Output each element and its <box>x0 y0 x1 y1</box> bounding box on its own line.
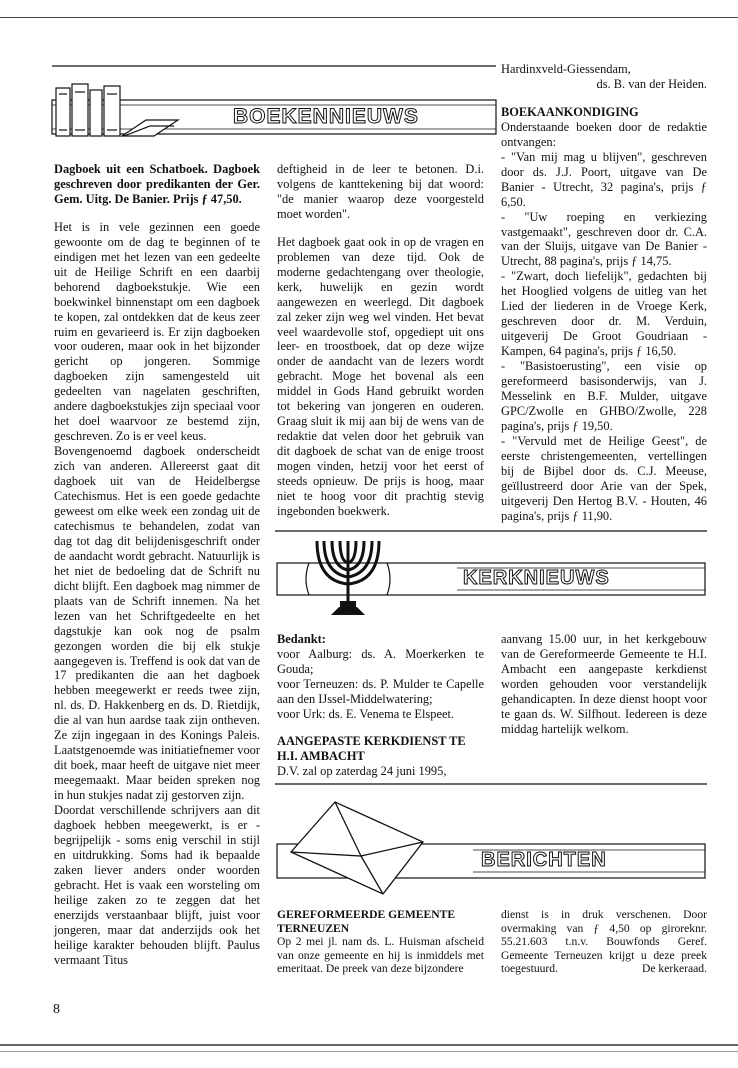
kerkdienst-heading: AANGEPASTE KERKDIENST TE H.I. AMBACHT <box>277 733 466 763</box>
bedankt-line: voor Terneuzen: ds. P. Mulder te Capelle aan den IJssel-Middelwatering; <box>277 676 484 706</box>
paragraph: Het dagboek gaat ook in op de vragen en problemen van deze tijd. Ook de moderne gedachtengang over theologie, kerk, huwelijk en gezin wordt aangewezen en weerlegd. Dit dagboek zal zeker zijn weg wel vinden. Het bevat veel waardevolle stof, opgediept uit ons leer- en troostboek, dat op deze wijze onder de aandacht van de lezers wordt gebracht. Moge het bovenal als een middel in Gods Hand gebruikt worden tot bekering van jongeren en ouderen. Graag sluit ik mij aan bij de wens van de redaktie dat velen door het gebruik van dit dagboek de schat van de enige troost mogen vinden, hetzij voor het eerst of steeds opnieuw. De prijs is hoog, maar niet te hoog voor dit prachtig stevig ingebonden boekwerk. <box>277 234 484 518</box>
berichten-signature: De kerkeraad. <box>641 962 707 976</box>
berichten-column-left <box>277 908 484 976</box>
paragraph: Het is in vele gezinnen een goede gewoonte om de dag te beginnen of te eindigen met het lezen van een gedeelte uit de Heilige Schrift en een daarbij behorend dagboekstukje. Wie een boekwinkel binnenstapt om een dagboek te kopen, zal ontdekken dat de keus zeer ruim en gevarieerd is. Er zijn dagboeken voor ouderen, maar ook in het bijzonder gericht op jongeren. Sommige dagboeken zijn samengesteld uit gedeelten van nagelaten geschriften, andere dagboekstukjes zijn speciaal voor het doel waarvoor ze bestemd zijn, geschreven. Zo is er veel keus. <box>54 219 260 444</box>
signature-place: Hardinxveld-Giessendam, <box>501 62 631 76</box>
boekennieuws-title: BOEKENNIEUWS <box>233 105 419 128</box>
announcement-intro: Onderstaande boeken door de redaktie ontvangen: <box>501 119 707 149</box>
berichten-paragraph: Op 2 mei jl. nam ds. L. Huisman afscheid van onze gemeente en hij is inmiddels met emeritaat. De preek van deze bijzondere <box>277 935 484 976</box>
column-2 <box>277 162 484 519</box>
kerkdienst-paragraph-continued: aanvang 15.00 uur, in het kerkgebouw van de Gereformeerde Gemeente te H.I. Ambacht een aangepaste kerkdienst worden gehouden voor verstandelijk gehandicapten. In deze dienst hoopt voor te gaan ds. W. Silfhout. Iedereen is deze middag hartelijk welkom. <box>501 632 707 736</box>
bottom-rule-thin <box>0 1051 738 1052</box>
berichten-heading: GEREFORMEERDE GEMEENTE TERNEUZEN <box>277 908 456 935</box>
books-banner-graphic <box>50 60 498 146</box>
bedankt-heading: Bedankt: <box>277 632 326 646</box>
bedankt-line: voor Aalburg: ds. A. Moerkerken te Gouda; <box>277 646 484 676</box>
kerknieuws-banner <box>273 527 709 619</box>
berichten-title: BERICHTEN <box>481 849 607 871</box>
kerknieuws-column-left <box>277 632 484 779</box>
announcement-heading: BOEKAANKONDIGING <box>501 104 639 119</box>
envelope-icon <box>291 802 423 894</box>
announcement-item: - "Zwart, doch liefelijk", gedachten bij het Hooglied volgens de uitleg van het Lied der liederen in de Vroege Kerk, geschreven door dr. M. Verduin, uitgeverij De Groot Goudriaan - Kampen, 64 pagina's, prijs ƒ 16,50. <box>501 269 707 359</box>
paragraph: deftigheid in de leer te betonen. D.i. volgens de kanttekening bij dat woord: "de manier waarop deze voorgesteld moet worden". <box>277 162 484 221</box>
berichten-column-right <box>501 908 707 976</box>
paragraph: Doordat verschillende schrijvers aan dit dagboek hebben meegewerkt, is er - begrijpelijk - soms enig verschil in stijl en uitdrukking. Soms had ik bepaalde zaken liever anders onder woorden gebracht. Het is vaak een worsteling om heilige zaken zo te zeggen dat het enerzijds verstaanbaar blijft, juist voor jongeren, maar dat anderzijds ook het heilige karakter behouden blijft. Paulus vermaant Titus <box>54 803 260 967</box>
signature-name: ds. B. van der Heiden. <box>596 76 707 91</box>
column-1 <box>54 162 260 968</box>
menorah-base <box>331 601 365 615</box>
bedankt-line: voor Urk: ds. E. Venema te Elspeet. <box>277 706 454 721</box>
column-3 <box>501 62 707 524</box>
kerknieuws-column-right <box>501 632 707 737</box>
berichten-banner <box>273 782 709 900</box>
books-icon <box>56 84 178 136</box>
page-number: 8 <box>53 1002 60 1017</box>
announcement-item: - "Uw roeping en verkiezing vastgemaakt", geschreven door dr. C.A. van der Sluijs, uitgave van De Banier - Utrecht, 88 pagina's, prijs ƒ 14,75. <box>501 209 707 269</box>
letter-banner-graphic <box>273 782 709 900</box>
menorah-icon <box>317 541 379 601</box>
kerknieuws-title: KERKNIEUWS <box>463 567 610 589</box>
bottom-rule <box>0 1044 738 1046</box>
paragraph: Bovengenoemd dagboek onderscheidt zich van anderen. Allereerst gaat dit dagboek uit van de Heidelbergse Catechismus. Het is een goede gedachte geweest om elke week een zondag uit de catechismus te behandelen, zodat van dag tot dag dit belijdenisgeschrift onder de aandacht wordt gebracht. Natuurlijk is het niet de bedoeling dat de Schrift nu dicht blijft. Een dagboek mag nimmer de plaats van de Schrift innemen. Na het lezen van het Schriftgedeelte en het dagstukje kan ook nog de psalm gezongen worden die bij elk stukje aangegeven is. Treffend is ook dat van de 17 predikanten die aan het dagboek hebben meegewerkt er reeds twee zijn, nl. ds. D. Hakkenberg en ds. D. Rietdijk, die al van hun aardse taak zijn ontheven. Ze zijn ingegaan in des Konings Paleis. Laatstgenoemde was initiatiefnemer voor dit boek, maar heeft de uitgave niet meer meegemaakt. Maar beiden spreken nog in hun stukjes nadat zij gestorven zijn. <box>54 444 260 803</box>
top-rule <box>0 17 738 18</box>
announcement-item: - "Basistoerusting", een visie op gereformeerd basisonderwijs, van J. Messelink en B.F. Mulder, uitgave GPC/Zwolle en GHBO/Zwolle, 228 pagina's, prijs ƒ 19,50. <box>501 359 707 433</box>
berichten-paragraph-continued: dienst is in druk verschenen. Door overmaking van ƒ 4,50 op giroreknr. 55.21.603 t.n.v. Bouwfonds Geref. Gemeente Terneuzen krijgt u deze preek toegestuurd. <box>501 908 707 976</box>
kerkdienst-paragraph: D.V. zal op zaterdag 24 juni 1995, <box>277 763 447 778</box>
announcement-item: - "Van mij mag u blijven", geschreven door ds. J.J. Poort, uitgave van De Banier - Utrecht, 32 pagina's, prijs ƒ 6,50. <box>501 149 707 209</box>
book-review-title: Dagboek uit een Schatboek. Dagboek geschreven door predikanten der Ger. Gem. Uitg. De Banier. Prijs ƒ 47,50. <box>54 162 260 206</box>
announcement-item: - "Vervuld met de Heilige Geest", de eerste christengemeenten, vertellingen bij de Bijbel door ds. C.J. Meeuse, geïllustreerd door Arie van der Spek, uitgeverij Den Hertog B.V. - Houten, 46 pagina's, prijs ƒ 11,90. <box>501 433 707 523</box>
boekennieuws-banner <box>50 60 498 146</box>
